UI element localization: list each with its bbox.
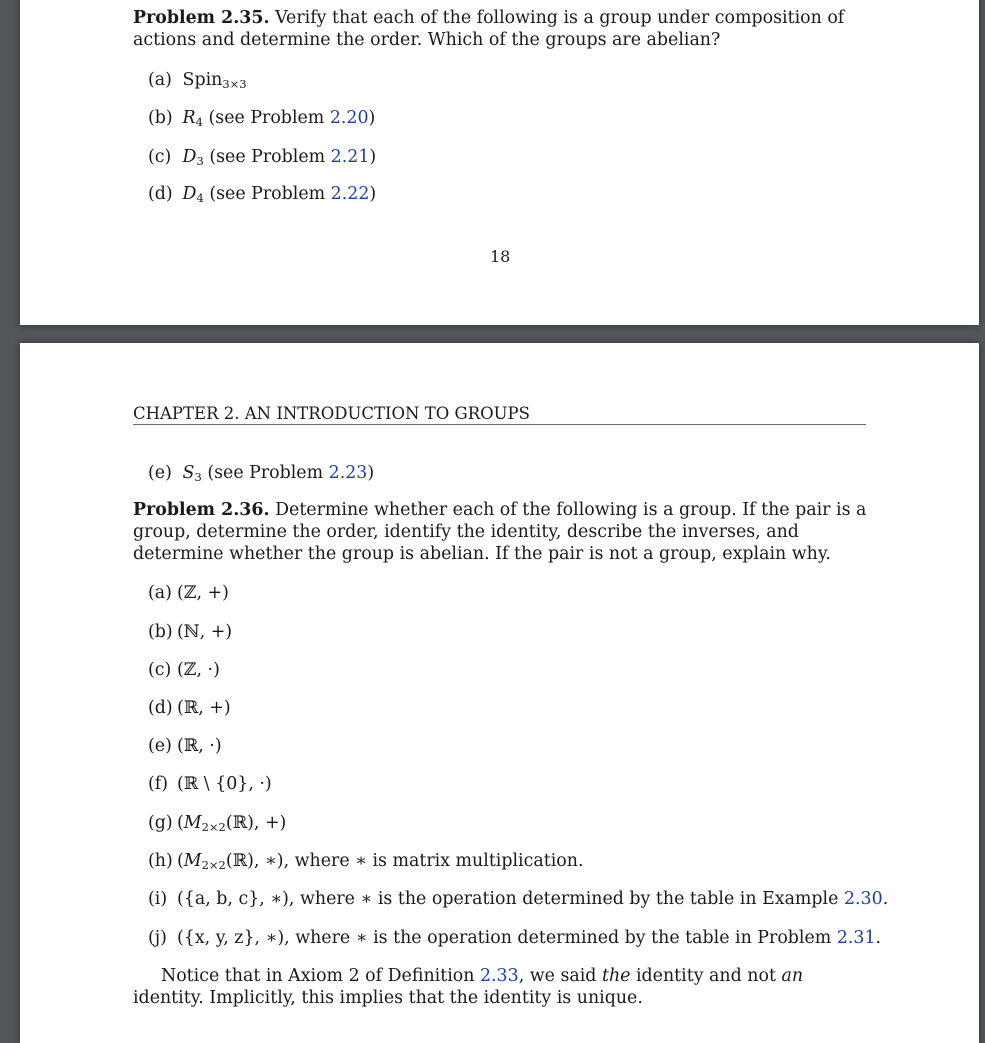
list-item: (c) $D_3$ (see Problem 2.21) [148, 147, 377, 168]
problem-text: Verify that each of the following is a group under composition of actions and determine the order. Which of the groups are abelian? [133, 8, 845, 50]
cross-reference-link[interactable]: 2.30 [843, 889, 883, 909]
list-item: (f) (ℝ \ {0}, ·) [148, 774, 272, 794]
notice-paragraph: Notice that in Axiom 2 of Definition 2.33, we said the identity and not an identity. Implicitly, this implies that the identity is unique. [133, 966, 804, 1008]
list-item: (c) (ℤ, ·) [148, 660, 220, 680]
list-item: (i) ({a, b, c}, ∗), where ∗ is the operation determined by the table in Example 2.30. [148, 889, 889, 909]
cross-reference-link[interactable]: 2.20 [329, 108, 369, 128]
problem-label: Problem 2.36. [133, 500, 270, 520]
list-item: (e) $S_3$ (see Problem 2.23) [148, 463, 375, 484]
problem-label: Problem 2.35. [133, 8, 270, 28]
chapter-running-header: CHAPTER 2. AN INTRODUCTION TO GROUPS [133, 404, 866, 425]
list-item: (d) (ℝ, +) [148, 698, 231, 718]
page-number: 18 [490, 247, 511, 266]
cross-reference-link[interactable]: 2.21 [330, 147, 370, 167]
list-item: (d) $D_4$ (see Problem 2.22) [148, 184, 377, 205]
cross-reference-link[interactable]: 2.33 [479, 966, 519, 986]
pdf-page-18 [20, 0, 979, 325]
pdf-page-19 [20, 343, 979, 1043]
problem-2-36-statement [133, 499, 873, 565]
problem-text: Determine whether each of the following is a group. If the pair is a group, determine the order, identify the identity, describe the inverses, and determine whether the group is abelian. If the pair is not a group, explain why. [133, 500, 867, 564]
list-item: (b) $R_4$ (see Problem 2.20) [148, 108, 376, 129]
cross-reference-link[interactable]: 2.23 [328, 463, 368, 483]
list-item: (b) (ℕ, +) [148, 622, 233, 642]
list-item: (e) (ℝ, ·) [148, 736, 222, 756]
cross-reference-link[interactable]: 2.22 [330, 184, 370, 204]
list-item: (j) ({x, y, z}, ∗), where ∗ is the operation determined by the table in Problem 2.31. [148, 928, 882, 948]
list-item: (h) ($M_{2\times 2}(ℝ)$, ∗), where ∗ is matrix multiplication. [148, 851, 584, 872]
list-item: (a) (ℤ, +) [148, 583, 229, 603]
problem-2-35-statement [133, 7, 873, 51]
list-item: (g) ($M_{2\times 2}(ℝ)$, +) [148, 813, 287, 834]
cross-reference-link[interactable]: 2.31 [836, 928, 876, 948]
list-item: (a) Spin$_{3\times 3}$ [148, 70, 247, 91]
